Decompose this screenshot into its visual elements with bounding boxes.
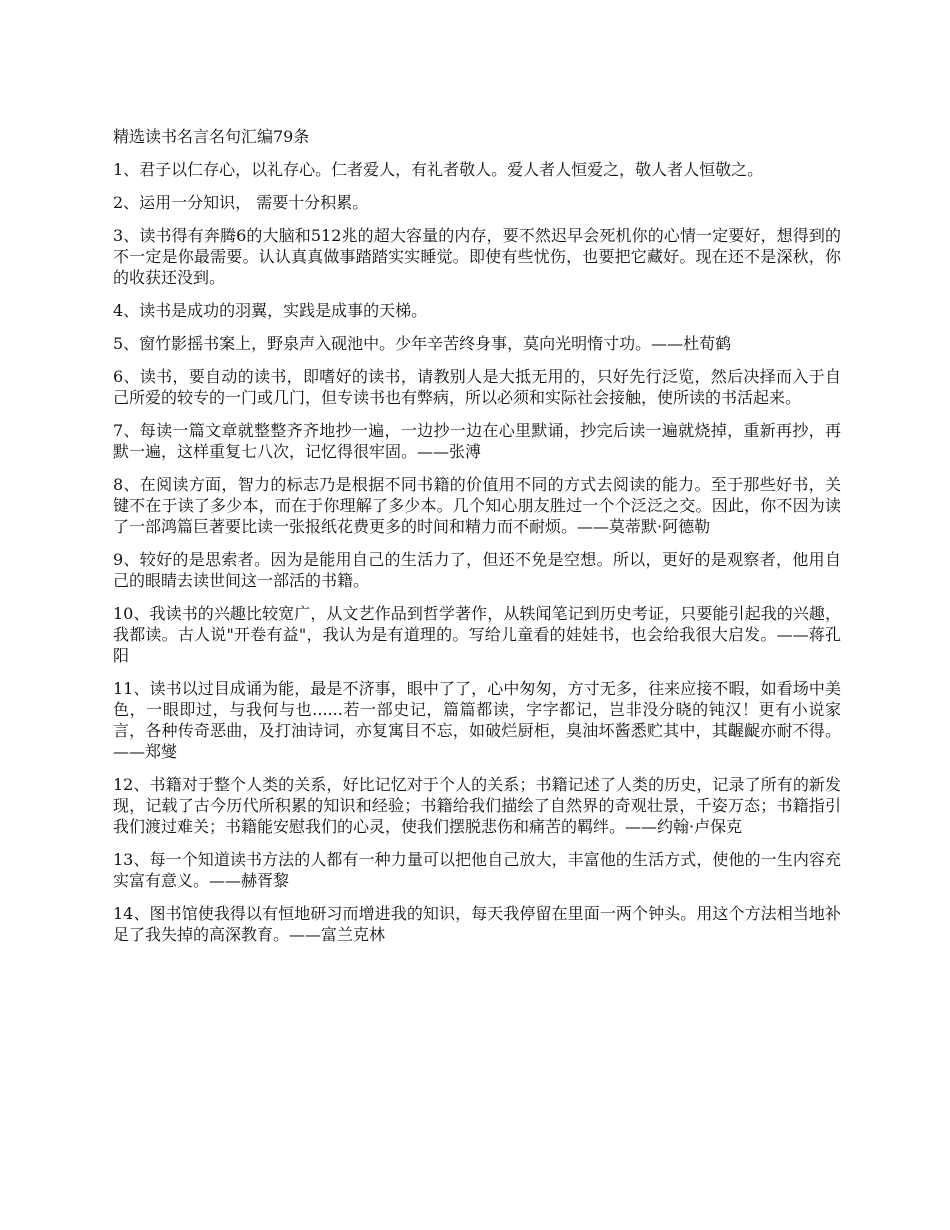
document-title: 精选读书名言名句汇编79条 — [113, 127, 310, 146]
quote-item-11: 11、读书以过目成诵为能，最是不济事，眼中了了，心中匆匆，方寸无多，往来应接不暇，如看场中美色，一眼即过，与我何与也......若一部史记，篇篇都读，字字都记，岂非没分晓的钝汉！更有小说家言，各种传奇恶曲，及打油诗词，亦复寓目不忘，如破烂厨柜，臭油坏酱悉贮其中，其齷齪亦耐不得。——郑燮 — [113, 679, 841, 761]
quote-item-5: 5、窗竹影摇书案上，野泉声入砚池中。少年辛苦终身事，莫向光明惰寸功。——杜荀鹤 — [113, 334, 732, 353]
quote-item-2: 2、运用一分知识， 需要十分积累。 — [113, 193, 369, 212]
quote-item-1: 1、君子以仁存心，以礼存心。仁者爱人，有礼者敬人。爱人者人恒爱之，敬人者人恒敬之。 — [113, 160, 764, 179]
quote-item-4: 4、读书是成功的羽翼，实践是成事的天梯。 — [113, 301, 428, 320]
quote-item-13: 13、每一个知道读书方法的人都有一种力量可以把他自己放大，丰富他的生活方式，使他的一生内容充实富有意义。——赫胥黎 — [113, 850, 841, 890]
quote-item-6: 6、读书，要自动的读书，即嗜好的读书，请教别人是大抵无用的，只好先行泛览，然后决择而入于自己所爱的较专的一门或几门，但专读书也有弊病，所以必须和实际社会接触，使所读的书活起来。 — [113, 367, 841, 407]
quote-item-10: 10、我读书的兴趣比较宽广，从文艺作品到哲学著作，从轶闻笔记到历史考证，只要能引起我的兴趣，我都读。古人说"开卷有益"，我认为是有道理的。写给儿童看的娃娃书，也会给我很大启发。——蒋孔阳 — [113, 604, 841, 665]
quote-item-12: 12、书籍对于整个人类的关系，好比记忆对于个人的关系；书籍记述了人类的历史，记录了所有的新发现，记载了古今历代所积累的知识和经验；书籍给我们描绘了自然界的奇观壮景，千姿万态；书籍指引我们渡过难关；书籍能安慰我们的心灵，使我们摆脱悲伤和痛苦的羁绊。——约翰·卢保克 — [113, 775, 841, 836]
document-page — [113, 126, 841, 957]
quote-item-9: 9、较好的是思索者。因为是能用自己的生活力了，但还不免是空想。所以，更好的是观察者，他用自己的眼睛去读世间这一部活的书籍。 — [113, 550, 841, 590]
quote-item-7: 7、每读一篇文章就整整齐齐地抄一遍，一边抄一边在心里默诵，抄完后读一遍就烧掉，重新再抄，再默一遍，这样重复七八次，记忆得很牢固。——张溥 — [113, 421, 841, 461]
quote-item-3: 3、读书得有奔腾6的大脑和512兆的超大容量的内存，要不然迟早会死机你的心情一定要好，想得到的不一定是你最需要。认认真真做事踏踏实实睡觉。即使有些忧伤，也要把它藏好。现在还不是深秋，你的收获还没到。 — [113, 226, 841, 287]
quote-item-8: 8、在阅读方面，智力的标志乃是根据不同书籍的价值用不同的方式去阅读的能力。至于那些好书，关键不在于读了多少本，而在于你理解了多少本。几个知心朋友胜过一个个泛泛之交。因此，你不因为读了一部鸿篇巨著要比读一张报纸花费更多的时间和精力而不耐烦。——莫蒂默·阿德勒 — [113, 475, 841, 536]
quote-item-14: 14、图书馆使我得以有恒地研习而增进我的知识，每天我停留在里面一两个钟头。用这个方法相当地补足了我失掉的高深教育。——富兰克林 — [113, 904, 841, 944]
